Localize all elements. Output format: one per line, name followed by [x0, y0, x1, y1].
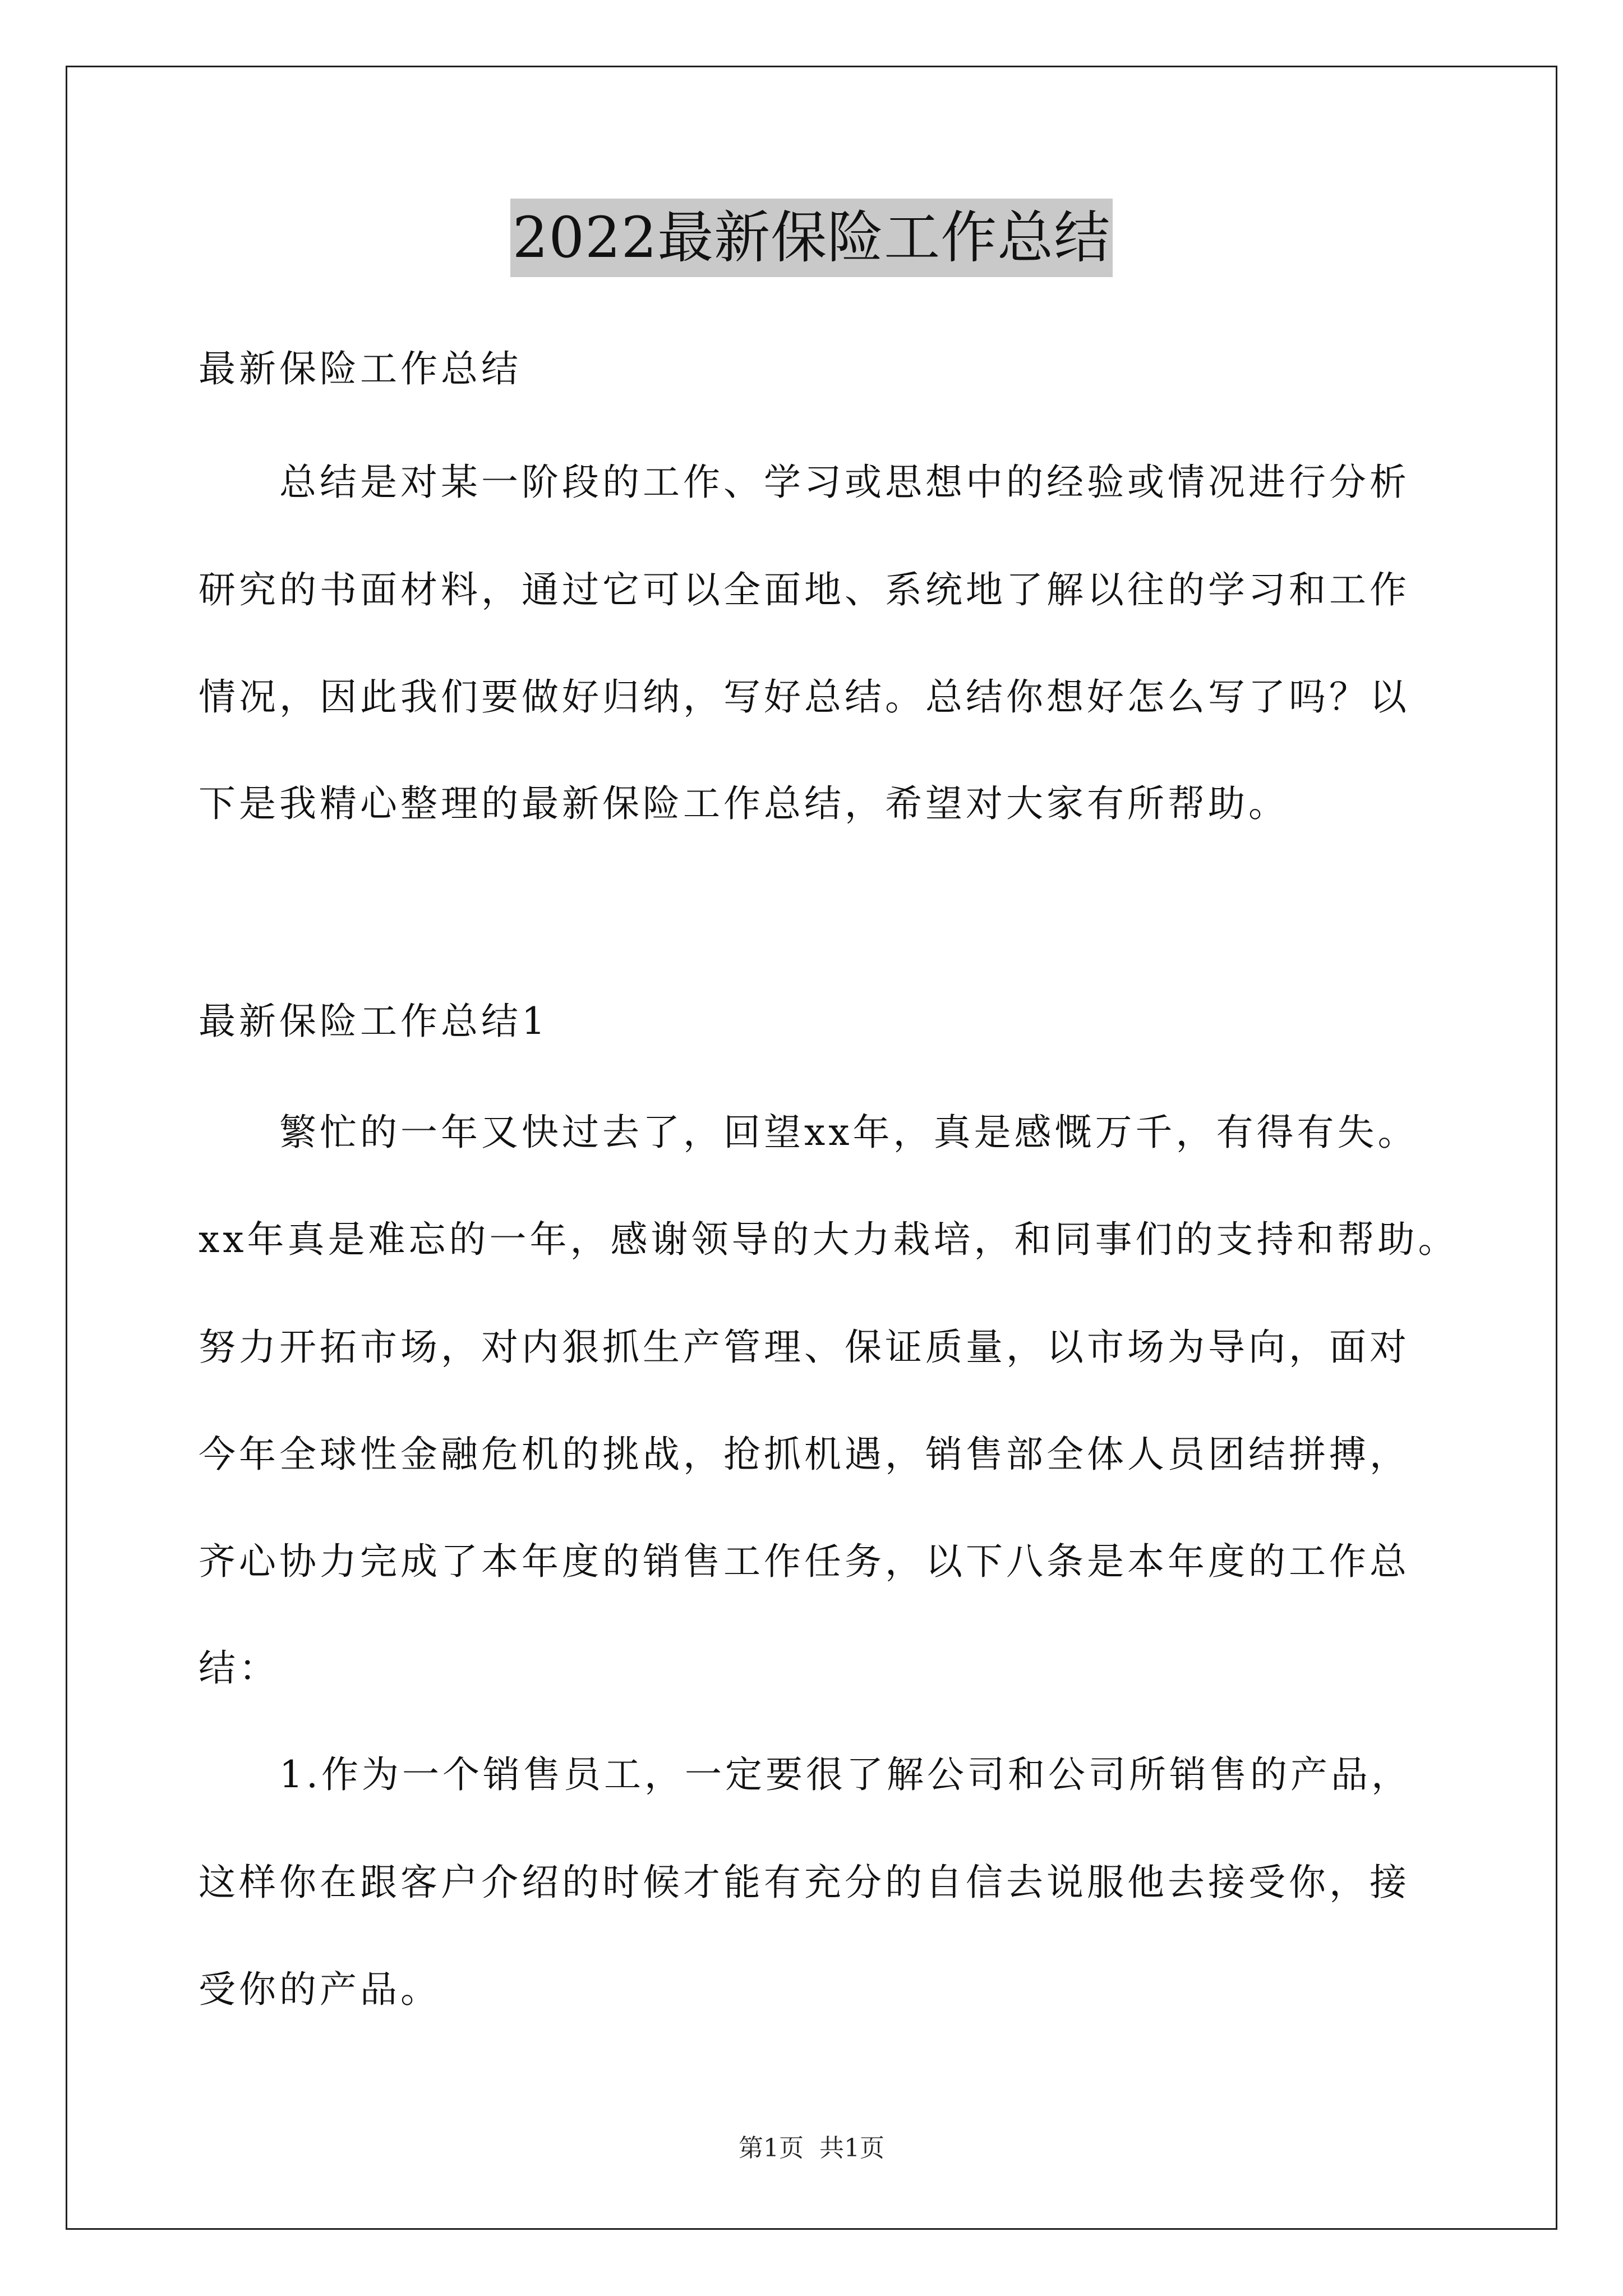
body-line: 1.作为一个销售员工，一定要很了解公司和公司所销售的产品， — [199, 1753, 1412, 1796]
body-line: 结： — [199, 1646, 279, 1690]
body-line: 齐心协力完成了本年度的销售工作任务，以下八条是本年度的工作总 — [199, 1540, 1410, 1583]
page-number: 第1页 — [739, 2134, 804, 2162]
body-line: 总结是对某一阶段的工作、学习或思想中的经验或情况进行分析 — [199, 461, 1410, 504]
page-total: 共1页 — [819, 2134, 884, 2162]
body-line: 这样你在跟客户介绍的时候才能有充分的自信去说服他去接受你，接 — [199, 1861, 1410, 1904]
body-line: 下是我精心整理的最新保险工作总结，希望对大家有所帮助。 — [199, 782, 1289, 825]
section-heading: 最新保险工作总结 — [199, 347, 522, 390]
body-line: 努力开拓市场，对内狠抓生产管理、保证质量，以市场为导向，面对 — [199, 1326, 1410, 1369]
document-title: 2022最新保险工作总结 — [510, 199, 1113, 277]
body-line: 情况，因此我们要做好归纳，写好总结。总结你想好怎么写了吗？以 — [199, 675, 1410, 719]
section-heading: 最新保险工作总结1 — [199, 1000, 548, 1043]
body-line: xx年真是难忘的一年，感谢领导的大力栽培，和同事们的支持和帮助。 — [199, 1218, 1459, 1261]
body-line: 研究的书面材料，通过它可以全面地、系统地了解以往的学习和工作 — [199, 568, 1410, 611]
body-line: 今年全球性金融危机的挑战，抢抓机遇，销售部全体人员团结拼搏， — [199, 1433, 1410, 1476]
body-line: 受你的产品。 — [199, 1968, 441, 2011]
body-line: 繁忙的一年又快过去了，回望xx年，真是感慨万千，有得有失。 — [199, 1111, 1418, 1154]
page-footer — [0, 2132, 1623, 2165]
title-wrap — [0, 199, 1623, 277]
